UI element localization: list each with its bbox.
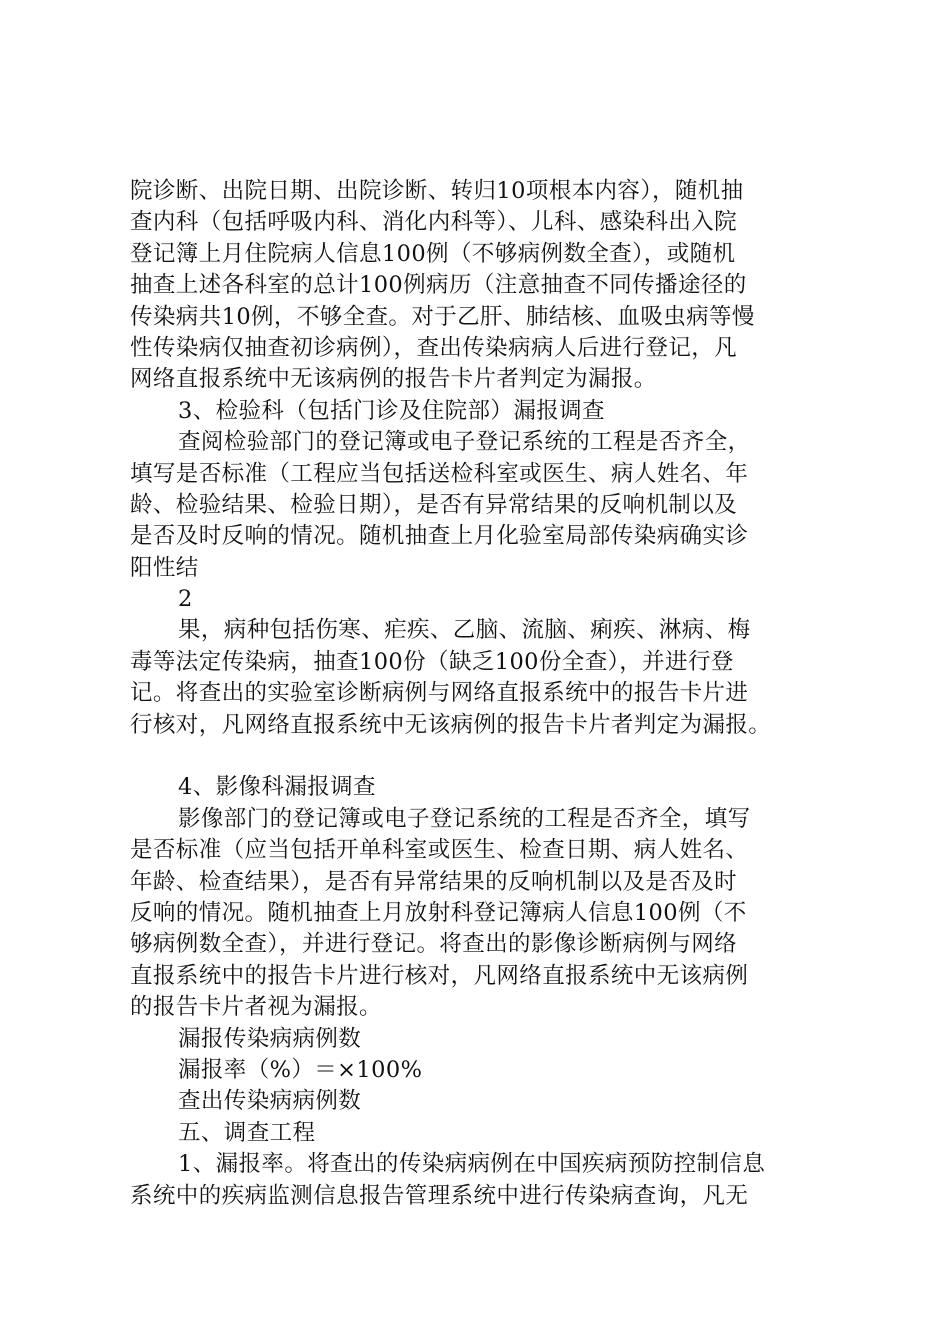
page-number: 2 — [178, 586, 193, 613]
text-line: 网络直报系统中无该病例的报告卡片者判定为漏报。 — [130, 366, 657, 393]
formula-denominator: 查出传染病病例数 — [178, 1088, 362, 1115]
text-line: 是否标准（应当包括开单科室或医生、检查日期、病人姓名、 — [130, 837, 749, 864]
text-line: 阳性结 — [130, 554, 199, 581]
text-line: 性传染病仅抽查初诊病例），查出传染病病人后进行登记，凡 — [130, 334, 738, 361]
text-line: 院诊断、出院日期、出院诊断、转归10项根本内容），随机抽 — [130, 178, 744, 204]
text-line: 龄、检验结果、检验日期），是否有异常结果的反响机制以及 — [130, 491, 738, 518]
text-line: 填写是否标准（工程应当包括送检科室或医生、病人姓名、年 — [130, 460, 749, 487]
text-line: 行核对，凡网络直报系统中无该病例的报告卡片者判定为漏报。 — [130, 711, 772, 738]
text-line: 记。将查出的实验室诊断病例与网络直报系统中的报告卡片进 — [130, 680, 749, 707]
text-line: 反响的情况。随机抽查上月放射科登记簿病人信息100例（不 — [130, 899, 747, 926]
section-heading: 3、检验科（包括门诊及住院部）漏报调查 — [178, 397, 605, 424]
formula-numerator: 漏报传染病病例数 — [178, 1025, 362, 1052]
text-line: 登记簿上月住院病人信息100例（不够病例数全查），或随机 — [130, 240, 736, 267]
section-heading: 4、影像科漏报调查 — [178, 774, 376, 801]
blank-line — [130, 741, 830, 772]
section-heading: 五、调查工程 — [178, 1119, 316, 1146]
text-line: 查内科（包括呼吸内科、消化内科等）、儿科、感染科出入院 — [130, 209, 738, 236]
text-line: 影像部门的登记簿或电子登记系统的工程是否齐全，填写 — [178, 805, 751, 832]
document-body — [130, 176, 830, 1212]
formula-line: 漏报率（%）＝×100% — [178, 1056, 423, 1083]
text-line: 的报告卡片者视为漏报。 — [130, 994, 382, 1021]
text-line: 直报系统中的报告卡片进行核对，凡网络直报系统中无该病例 — [130, 962, 749, 989]
text-line: 够病例数全查），并进行登记。将查出的影像诊断病例与网络 — [130, 931, 738, 958]
text-line: 毒等法定传染病，抽查100份（缺乏100份全查），并进行登 — [130, 648, 734, 675]
text-line: 年龄、检查结果），是否有异常结果的反响机制以及是否及时 — [130, 868, 738, 895]
text-line: 系统中的疾病监测信息报告管理系统中进行传染病查询，凡无 — [130, 1182, 749, 1209]
text-line: 抽查上述各科室的总计100例病历（注意抽查不同传播途径的 — [130, 272, 747, 299]
text-line: 果，病种包括伤寒、疟疾、乙脑、流脑、痢疾、淋病、梅 — [178, 617, 751, 644]
text-line: 是否及时反响的情况。随机抽查上月化验室局部传染病确实诊 — [130, 523, 749, 550]
text-line: 传染病共10例，不够全查。对于乙肝、肺结核、血吸虫病等慢 — [130, 303, 755, 330]
text-line: 查阅检验部门的登记簿或电子登记系统的工程是否齐全， — [178, 429, 751, 456]
text-line: 1、漏报率。将查出的传染病病例在中国疾病预防控制信息 — [178, 1151, 766, 1178]
